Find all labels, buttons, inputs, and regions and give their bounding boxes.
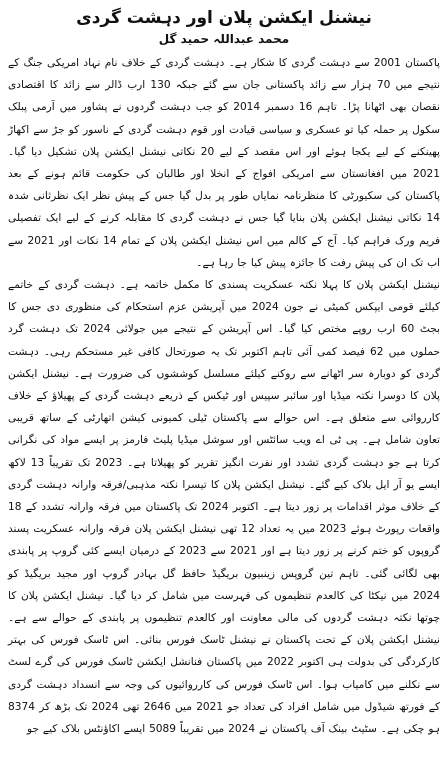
- article-author: محمد عبداللہ حمید گل: [158, 32, 290, 46]
- article-title: نیشنل ایکشن پلان اور دہشت گردی: [76, 8, 372, 28]
- article-paragraph-2: نیشنل ایکشن پلان کا پہلا نکتہ عسکریت پسندی کا مکمل خاتمہ ہے۔ دہشت گردی کے خاتمے کیلئے قومی ایپکس کمیٹی نے جون 2024 میں آپریشن عزم استحکام کی منظوری دی جس کا بجٹ 60 ارب روپے مختص کیا گیا۔ اس آپریشن کے نتیجے میں جولائی 2024 تک دہشت گرد حملوں میں 62 فیصد کمی آئی تاہم اکتوبر تک یہ صورتحال کافی غیر مستحکم رہی۔ دہشت گردی کو دوبارہ سر اٹھانے سے روکنے کیلئے مسلسل کوششوں کی ضرورت ہے۔ نیشنل ایکشن پلان کا دوسرا نکتہ میڈیا اور سائبر سپیس اور ٹیکس کے ذریعے دہشت گردی کے پھیلاؤ کے خلاف کارروائی سے متعلق ہے۔ اس حوالے سے پاکستان ٹیلی کمیونی کیشن اتھارٹی کے ساتھ قریبی تعاون شامل ہے۔ پی ٹی اے ویب سائٹس اور سوشل میڈیا پلیٹ فارمز پر ایسے مواد کی نگرانی کرتا ہے جو دہشت گردی تشدد اور نفرت انگیز تقریر کو پھیلاتا ہے۔ 2023 تک تقریباً 13 لاکھ ایسے یو آر ایل بلاک کیے گئے۔ نیشنل ایکشن پلان کا تیسرا نکتہ مذہبی/فرقہ وارانہ دہشت گردی کے خلاف موثر اقدامات پر زور دیتا ہے۔ اکتوبر 2024 تک پاکستان میں فرقہ وارانہ تشدد کے 18 واقعات رپورٹ ہوئے 2023 میں یہ تعداد 12 تھی نیشنل ایکشن پلان فرقہ وارانہ عسکریت پسند گروپوں کو ختم کرنے پر زور دیتا ہے اور 2021 سے 2023 کے درمیان ایسے کئی گروپ پر پابندی بھی لگائی گئی۔ تاہم تین گروپس زینبیون بریگیڈ حافظ گل بہادر گروپ اور مجید بریگیڈ کو 2024 میں نیکٹا کی کالعدم تنظیموں کی فہرست میں شامل کر دیا گیا۔ نیشنل ایکشن پلان کا چوتھا نکتہ دہشت گردوں کی مالی معاونت اور کالعدم تنظیموں پر پابندی کے حوالے سے ہے۔ نیشنل ایکشن پلان کے تحت پاکستان نے نیشنل ٹاسک فورس بنائی۔ اس ٹاسک فورس کی بہتر کارکردگی کی بدولت ہی اکتوبر 2022 میں پاکستان فنانشل ایکشن ٹاسک فورس کی گرے لسٹ سے نکلنے میں کامیاب ہوا۔ اس ٹاسک فورس کی کارروائیوں کی وجہ سے انسداد دہشت گردی کے فورتھ شیڈول میں شامل افراد کی تعداد جو 2021 میں 2646 تھی 2024 تک بڑھ کر 8374 ہو چکی ہے۔ سٹیٹ بینک آف پاکستان نے 2024 میں تقریباً 5089 ایسے اکاؤنٹس بلاک کیے جو: [8, 279, 441, 736]
- article-paragraph-1: پاکستان 2001 سے دہشت گردی کا شکار ہے۔ دہشت گردی کے خلاف نام نہاد امریکی جنگ کے نتیجے میں 70 ہزار سے زائد پاکستانی جان سے گئے جبکہ 130 ارب ڈالر سے زائد کا اقتصادی نقصان بھی اٹھانا پڑا۔ تاہم 16 دسمبر 2014 کو جب دہشت گردوں نے پشاور میں آرمی پبلک سکول پر حملہ کیا تو عسکری و سیاسی قیادت اور قوم دہشت گردی کے ناسور کو جڑ سے اکھاڑ پھینکنے کے لیے یکجا ہوئے اور اس مقصد کے لیے 20 نکاتی نیشنل ایکشن پلان تشکیل دیا گیا۔ 2021 میں افغانستان سے امریکی افواج کے انخلا اور طالبان کی حکومت قائم ہونے کے بعد پاکستان کی سکیورٹی کا منظرنامہ نمایاں طور پر بدل گیا جس کے پیش نظر ایک نظرثانی شدہ 14 نکاتی نیشنل ایکشن پلان بنایا گیا جس نے دہشت گردی کا مقابلہ کرنے کے لیے ایک تفصیلی فریم ورک فراہم کیا۔ آج کے کالم میں اس نیشنل ایکشن پلان کے تمام 14 نکات اور 2021 سے اب تک ان کی پیش رفت کا جائزہ پیش کیا جا رہا ہے۔: [8, 57, 441, 269]
